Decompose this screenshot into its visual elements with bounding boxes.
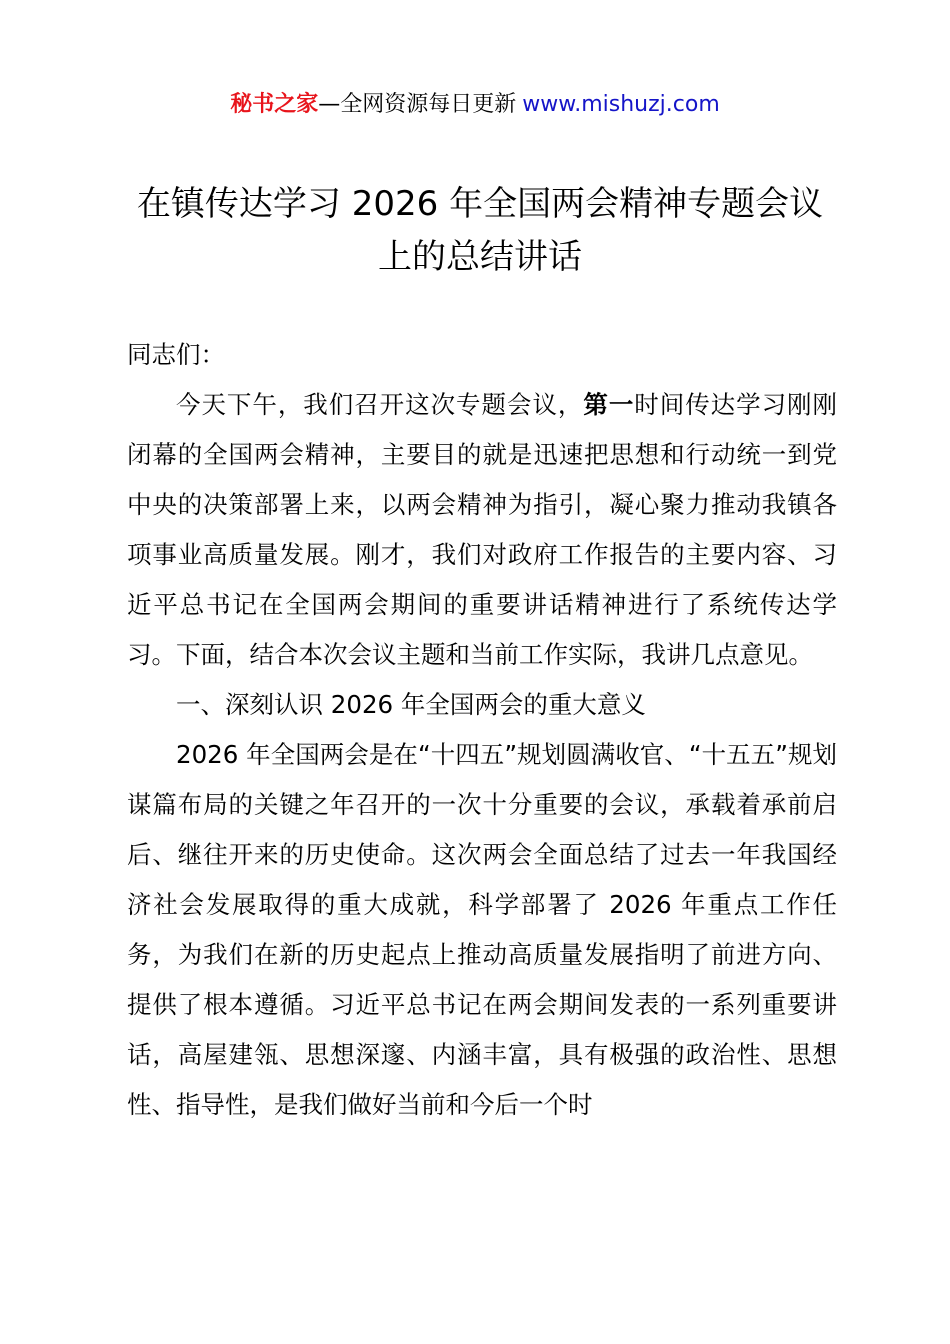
document-title [100,178,860,284]
intro-paragraph [127,380,837,680]
banner-tagline: —全网资源每日更新 [318,92,517,117]
section-heading: 一、深刻认识 2026 年全国两会的重大意义 [176,690,646,719]
section-paragraph: 2026 年全国两会是在“十四五”规划圆满收官、“十五五”规划谋篇布局的关键之年召开的一次十分重要的会议，承载着承前启后、继往开来的历史使命。这次两会全面总结了过去一年我国经济社会发展取得的重大成就，科学部署了 2026 年重点工作任务，为我们在新的历史起点上推动高质量发展指明了前进方向、提供了根本遵循。习近平总书记在两会期间发表的一系列重要讲话，高屋建瓴、思想深邃、内涵丰富，具有极强的政治性、思想性、指导性，是我们做好当前和今后一个时 [127,740,837,1119]
title-line-2: 上的总结讲话 [378,237,582,277]
intro-text-start: 今天下午，我们召开这次专题会议， [176,390,584,419]
salutation: 同志们： [127,340,225,369]
title-line-1: 在镇传达学习 2026 年全国两会精神专题会议 [136,184,824,224]
intro-bold-text: 第一 [583,390,635,419]
site-banner [0,88,950,122]
site-url-link[interactable]: www.mishuzj.com [522,92,720,117]
document-body [127,330,837,1130]
brand-name: 秘书之家 [230,92,319,117]
intro-text-end: 时间传达学习刚刚闭幕的全国两会精神，主要目的就是迅速把思想和行动统一到党中央的决策部署上来，以两会精神为指引，凝心聚力推动我镇各项事业高质量发展。刚才，我们对政府工作报告的主要内容、习近平总书记在全国两会期间的重要讲话精神进行了系统传达学习。下面，结合本次会议主题和当前工作实际，我讲几点意见。 [127,390,838,669]
